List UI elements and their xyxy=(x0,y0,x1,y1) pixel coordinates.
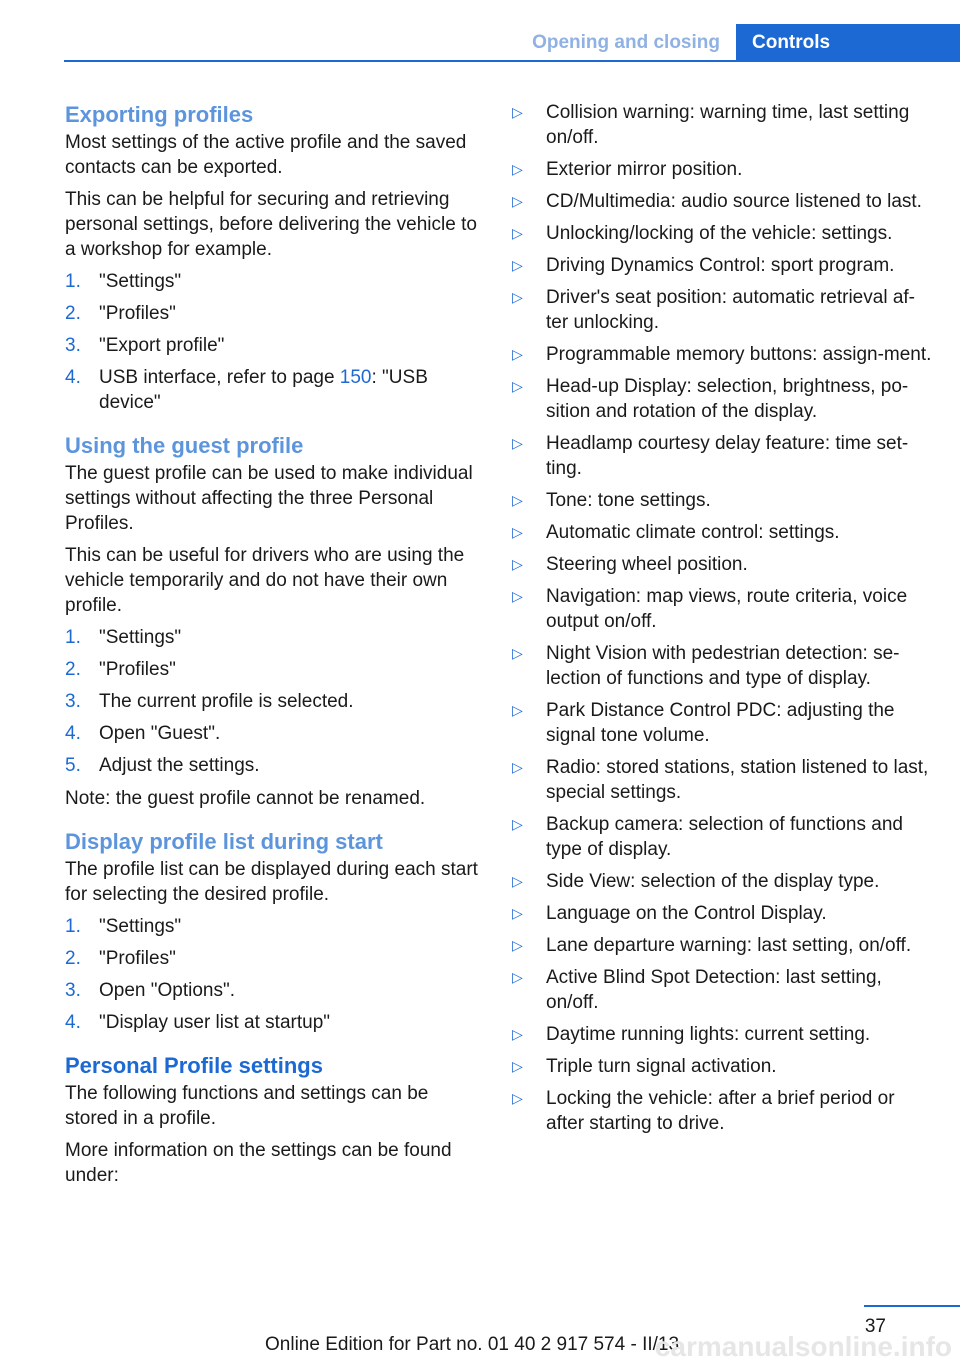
list-item: ▷ Backup camera: selection of functions and type of display. xyxy=(512,814,903,860)
guest-profile-p1: The guest profile can be used to make individual settings without affecting the three Personal Profiles. xyxy=(65,463,473,534)
personal-profile-p1: The following functions and settings can be stored in a profile. xyxy=(65,1083,429,1129)
bullet-triangle-icon: ▷ xyxy=(512,588,523,604)
list-item: ▷ Programmable memory buttons: assign‐ment. xyxy=(512,344,932,365)
list-item: ▷ Headlamp courtesy delay feature: time set‐ting. xyxy=(512,433,909,479)
bullet-triangle-icon: ▷ xyxy=(512,905,523,921)
exporting-profiles-heading: Exporting profiles xyxy=(65,102,254,127)
bullet-triangle-icon: ▷ xyxy=(512,524,523,540)
bullet-triangle-icon: ▷ xyxy=(512,702,523,718)
list-item: ▷ CD/Multimedia: audio source listened to last. xyxy=(512,191,922,212)
right-column xyxy=(512,100,932,1143)
list-item: 4. "Display user list at startup" xyxy=(65,1012,331,1033)
bullet-triangle-icon: ▷ xyxy=(512,1090,523,1106)
list-item: ▷ Night Vision with pedestrian detection: se‐lection of functions and type of display. xyxy=(512,643,900,689)
guest-profile-section xyxy=(65,431,485,811)
footer-rule xyxy=(864,1305,960,1307)
list-item: ▷ Collision warning: warning time, last setting on/off. xyxy=(512,102,910,148)
list-item: ▷ Park Distance Control PDC: adjusting the signal tone volume. xyxy=(512,700,895,746)
exporting-profiles-section xyxy=(65,100,485,415)
bullet-triangle-icon: ▷ xyxy=(512,161,523,177)
bullet-triangle-icon: ▷ xyxy=(512,289,523,305)
display-profile-list-section xyxy=(65,827,485,1035)
list-item: ▷ Exterior mirror position. xyxy=(512,159,743,180)
edition-note: Online Edition for Part no. 01 40 2 917 574 - II/13 xyxy=(265,1334,680,1355)
list-item: 1. "Settings" xyxy=(65,916,182,937)
bullet-triangle-icon: ▷ xyxy=(512,816,523,832)
list-item: 2. "Profiles" xyxy=(65,659,176,680)
guest-profile-heading: Using the guest profile xyxy=(65,433,304,458)
bullet-triangle-icon: ▷ xyxy=(512,225,523,241)
bullet-triangle-icon: ▷ xyxy=(512,873,523,889)
list-item: 3. The current profile is selected. xyxy=(65,691,354,712)
personal-profile-settings-section xyxy=(65,1051,485,1188)
list-item: 2. "Profiles" xyxy=(65,303,176,324)
list-item: ▷ Head-up Display: selection, brightness, po‐sition and rotation of the display. xyxy=(512,376,909,422)
display-profile-list-heading: Display profile list during start xyxy=(65,829,383,854)
bullet-triangle-icon: ▷ xyxy=(512,1058,523,1074)
list-item: ▷ Side View: selection of the display type. xyxy=(512,871,880,892)
list-item: ▷ Steering wheel position. xyxy=(512,554,748,575)
header-rule xyxy=(64,60,960,62)
list-item: ▷ Navigation: map views, route criteria, voice output on/off. xyxy=(512,586,908,632)
page-header xyxy=(64,24,960,62)
list-item: ▷ Lane departure warning: last setting, on/off. xyxy=(512,935,912,956)
bullet-triangle-icon: ▷ xyxy=(512,645,523,661)
export-steps xyxy=(65,269,485,415)
bullet-triangle-icon: ▷ xyxy=(512,104,523,120)
personal-profile-settings-heading: Personal Profile settings xyxy=(65,1053,323,1078)
exporting-profiles-p2: This can be helpful for securing and retrieving personal settings, before delivering the vehicle to a workshop for example. xyxy=(65,189,477,260)
exporting-profiles-p1: Most settings of the active profile and the saved contacts can be exported. xyxy=(65,132,467,178)
list-item: 3. Open "Options". xyxy=(65,980,236,1001)
page-link[interactable]: 150 xyxy=(339,367,372,388)
list-item: ▷ Radio: stored stations, station listened to last, special settings. xyxy=(512,757,929,803)
bullet-triangle-icon: ▷ xyxy=(512,346,523,362)
list-item: ▷ Locking the vehicle: after a brief period or after starting to drive. xyxy=(512,1088,895,1134)
list-item: ▷ Triple turn signal activation. xyxy=(512,1056,777,1077)
list-item: 5. Adjust the settings. xyxy=(65,755,260,776)
list-item: ▷ Active Blind Spot Detection: last setting, on/off. xyxy=(512,967,882,1013)
section-tab[interactable]: Opening and closing xyxy=(532,32,720,53)
display-profile-list-p1: The profile list can be displayed during each start for selecting the desired profile. xyxy=(65,859,478,905)
bullet-triangle-icon: ▷ xyxy=(512,492,523,508)
list-item: 4. USB interface, refer to page 150: "USB device" xyxy=(65,367,428,413)
guest-profile-p2: This can be useful for drivers who are using the vehicle temporarily and do not have their own profile. xyxy=(65,545,465,616)
bullet-triangle-icon: ▷ xyxy=(512,556,523,572)
list-item: ▷ Driving Dynamics Control: sport program. xyxy=(512,255,895,276)
list-item: ▷ Tone: tone settings. xyxy=(512,490,711,511)
bullet-triangle-icon: ▷ xyxy=(512,759,523,775)
bullet-triangle-icon: ▷ xyxy=(512,435,523,451)
list-item: ▷ Driver's seat position: automatic retrieval af‐ter unlocking. xyxy=(512,287,915,333)
left-column xyxy=(65,100,485,1204)
chapter-tab[interactable]: Controls xyxy=(736,24,960,62)
page-number: 37 xyxy=(864,1316,886,1337)
bullet-triangle-icon: ▷ xyxy=(512,193,523,209)
guest-note: Note: the guest profile cannot be renamed. xyxy=(65,788,426,809)
list-item: ▷ Unlocking/locking of the vehicle: settings. xyxy=(512,223,893,244)
personal-profile-p2: More information on the settings can be found under: xyxy=(65,1140,452,1186)
list-item: ▷ Daytime running lights: current setting. xyxy=(512,1024,871,1045)
list-item: 1. "Settings" xyxy=(65,271,182,292)
list-item: ▷ Automatic climate control: settings. xyxy=(512,522,840,543)
list-item: 4. Open "Guest". xyxy=(65,723,221,744)
bullet-triangle-icon: ▷ xyxy=(512,1026,523,1042)
bullet-triangle-icon: ▷ xyxy=(512,257,523,273)
list-item: 1. "Settings" xyxy=(65,627,182,648)
watermark: carmanualsonline.info xyxy=(654,1331,952,1362)
profile-settings-list xyxy=(512,100,932,1136)
bullet-triangle-icon: ▷ xyxy=(512,937,523,953)
guest-steps xyxy=(65,625,485,778)
list-item: 2. "Profiles" xyxy=(65,948,176,969)
bullet-triangle-icon: ▷ xyxy=(512,969,523,985)
list-item: ▷ Language on the Control Display. xyxy=(512,903,827,924)
bullet-triangle-icon: ▷ xyxy=(512,378,523,394)
list-item: 3. "Export profile" xyxy=(65,335,225,356)
display-steps xyxy=(65,914,485,1035)
